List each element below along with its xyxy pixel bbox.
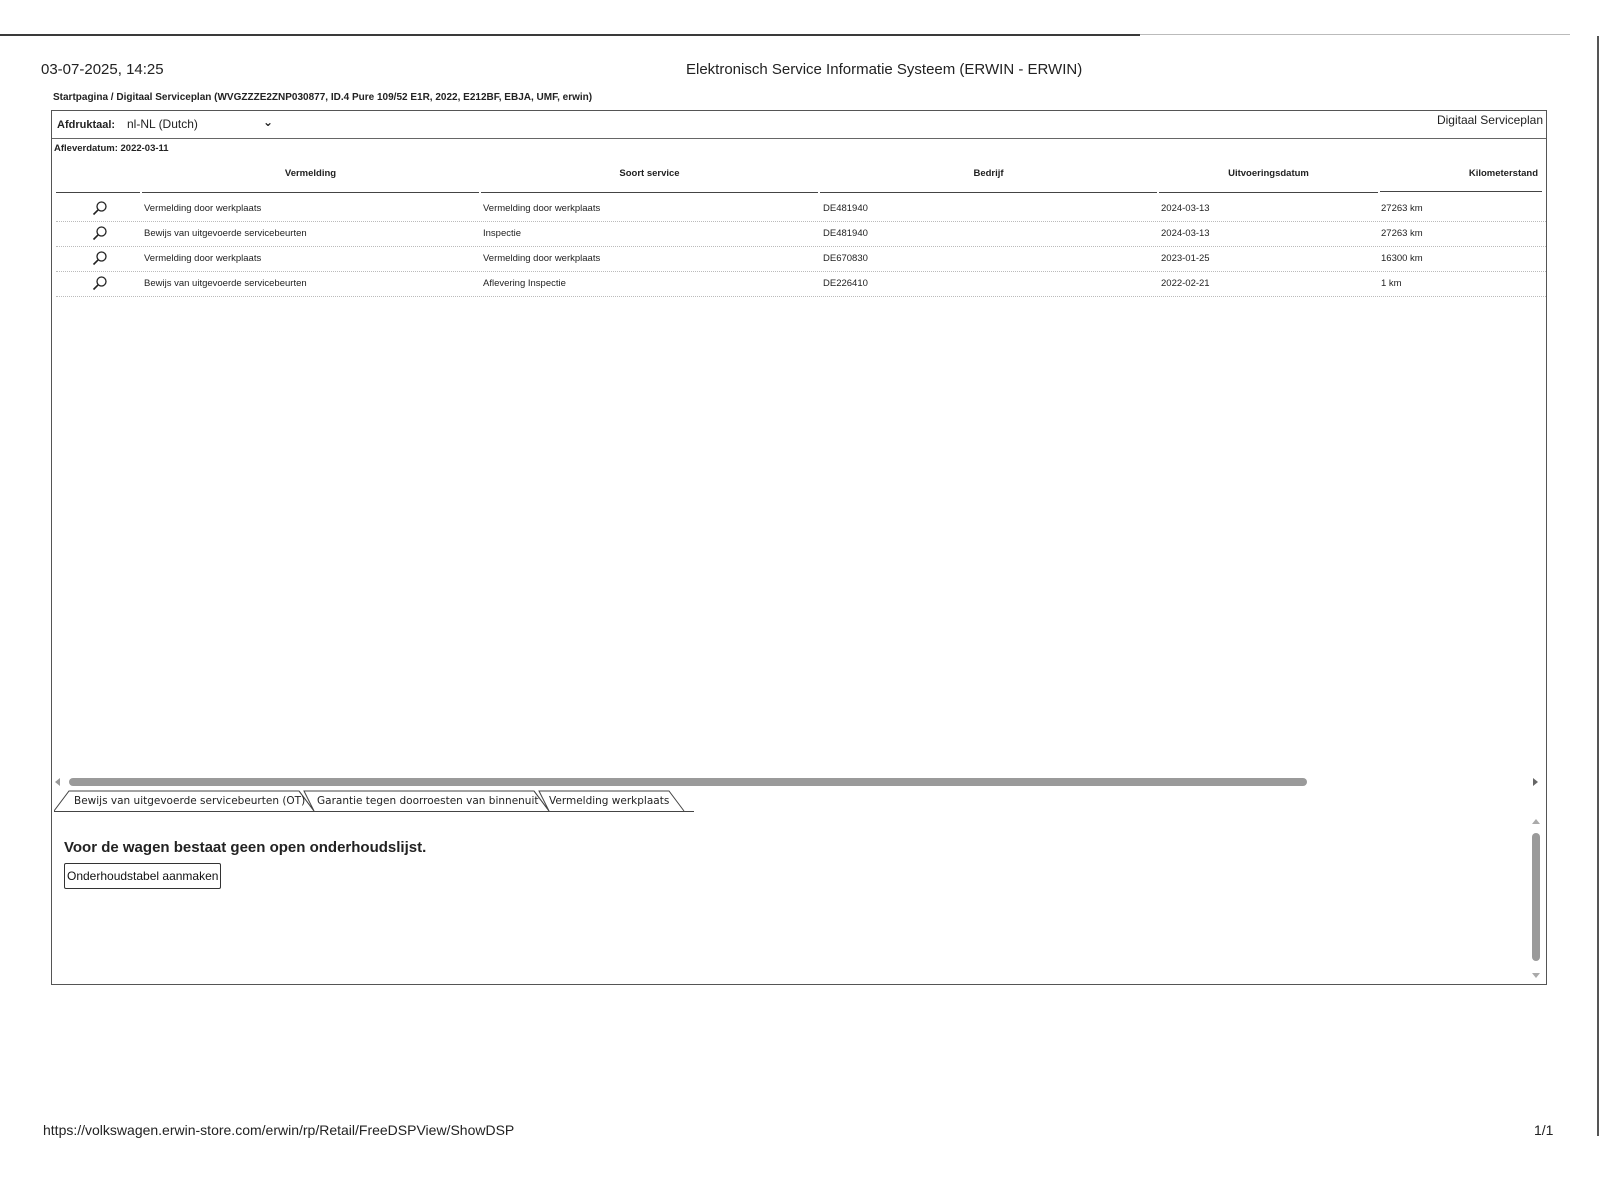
scroll-up-arrow[interactable] — [1532, 819, 1540, 824]
cell-kilometerstand: 1 km — [1381, 278, 1402, 289]
print-language-value: nl-NL (Dutch) — [127, 117, 198, 131]
col-header-vermelding[interactable]: Vermelding — [142, 168, 479, 193]
tab-garantie-doorroesten[interactable]: Garantie tegen doorroesten van binnenuit — [317, 795, 539, 807]
scroll-left-arrow[interactable] — [55, 778, 60, 786]
scroll-right-arrow[interactable] — [1533, 778, 1538, 786]
col-header-bedrijf[interactable]: Bedrijf — [820, 168, 1157, 193]
scroll-down-arrow[interactable] — [1532, 973, 1540, 978]
footer-url: https://volkswagen.erwin-store.com/erwin/rp/Retail/FreeDSPView/ShowDSP — [43, 1122, 515, 1138]
table-row — [56, 272, 1546, 297]
cell-kilometerstand: 27263 km — [1381, 228, 1423, 239]
cell-vermelding: Vermelding door werkplaats — [144, 253, 262, 264]
print-datetime: 03-07-2025, 14:25 — [41, 61, 164, 78]
col-header-kilometerstand[interactable]: Kilometerstand — [1380, 168, 1542, 192]
horizontal-scrollbar-thumb[interactable] — [69, 778, 1307, 786]
breadcrumb[interactable]: Startpagina / Digitaal Serviceplan (WVGZZZE2ZNP030877, ID.4 Pure 109/52 E1R, 2022, E212BF, EBJA, UMF, erwin) — [53, 92, 593, 103]
service-plan-panel — [51, 110, 1547, 985]
table-row — [56, 247, 1546, 272]
magnifier-icon[interactable] — [92, 275, 108, 291]
print-language-select[interactable] — [127, 117, 273, 133]
tab-bewijs-servicebeurten[interactable]: Bewijs van uitgevoerde servicebeurten (OT) — [74, 795, 306, 807]
tab-strip — [54, 790, 694, 812]
page-title: Elektronisch Service Informatie Systeem (ERWIN - ERWIN) — [686, 61, 1083, 78]
cell-bedrijf: DE481940 — [823, 203, 868, 214]
delivery-date: Afleverdatum: 2022-03-11 — [54, 143, 169, 154]
scan-border-line — [1597, 36, 1599, 1136]
magnifier-icon[interactable] — [92, 200, 108, 216]
table-row — [56, 197, 1546, 222]
col-header-uitvoeringsdatum[interactable]: Uitvoeringsdatum — [1159, 168, 1378, 193]
page-number: 1/1 — [1534, 1122, 1554, 1138]
tab-vermelding-werkplaats[interactable]: Vermelding werkplaats — [549, 795, 670, 807]
cell-bedrijf: DE670830 — [823, 253, 868, 264]
cell-bedrijf: DE226410 — [823, 278, 868, 289]
cell-soort-service: Inspectie — [483, 228, 522, 239]
magnifier-icon[interactable] — [92, 225, 108, 241]
chevron-down-icon[interactable]: ⌄ — [262, 115, 273, 129]
section-title: Digitaal Serviceplan — [1436, 113, 1543, 127]
cell-soort-service: Aflevering Inspectie — [483, 278, 566, 289]
table-row — [56, 222, 1546, 247]
cell-bedrijf: DE481940 — [823, 228, 868, 239]
scan-border-line — [1140, 34, 1570, 35]
cell-uitvoeringsdatum: 2023-01-25 — [1161, 253, 1210, 264]
col-header-soort-service[interactable]: Soort service — [481, 168, 818, 193]
tab-underline — [54, 811, 694, 812]
create-maintenance-table-button[interactable]: Onderhoudstabel aanmaken — [64, 863, 221, 889]
no-maintenance-list-message: Voor de wagen bestaat geen open onderhoudslijst. — [64, 839, 427, 856]
cell-soort-service: Vermelding door werkplaats — [483, 253, 601, 264]
col-header-action — [56, 168, 140, 193]
cell-kilometerstand: 27263 km — [1381, 203, 1423, 214]
cell-vermelding: Bewijs van uitgevoerde servicebeurten — [144, 278, 307, 289]
scan-border-line — [0, 34, 1140, 36]
cell-soort-service: Vermelding door werkplaats — [483, 203, 601, 214]
cell-vermelding: Vermelding door werkplaats — [144, 203, 262, 214]
print-language-label: Afdruktaal: — [57, 119, 116, 131]
print-language-bar — [52, 111, 1546, 139]
cell-uitvoeringsdatum: 2024-03-13 — [1161, 228, 1210, 239]
cell-kilometerstand: 16300 km — [1381, 253, 1423, 264]
cell-uitvoeringsdatum: 2024-03-13 — [1161, 203, 1210, 214]
cell-vermelding: Bewijs van uitgevoerde servicebeurten — [144, 228, 307, 239]
vertical-scrollbar-thumb[interactable] — [1532, 833, 1540, 961]
magnifier-icon[interactable] — [92, 250, 108, 266]
cell-uitvoeringsdatum: 2022-02-21 — [1161, 278, 1210, 289]
